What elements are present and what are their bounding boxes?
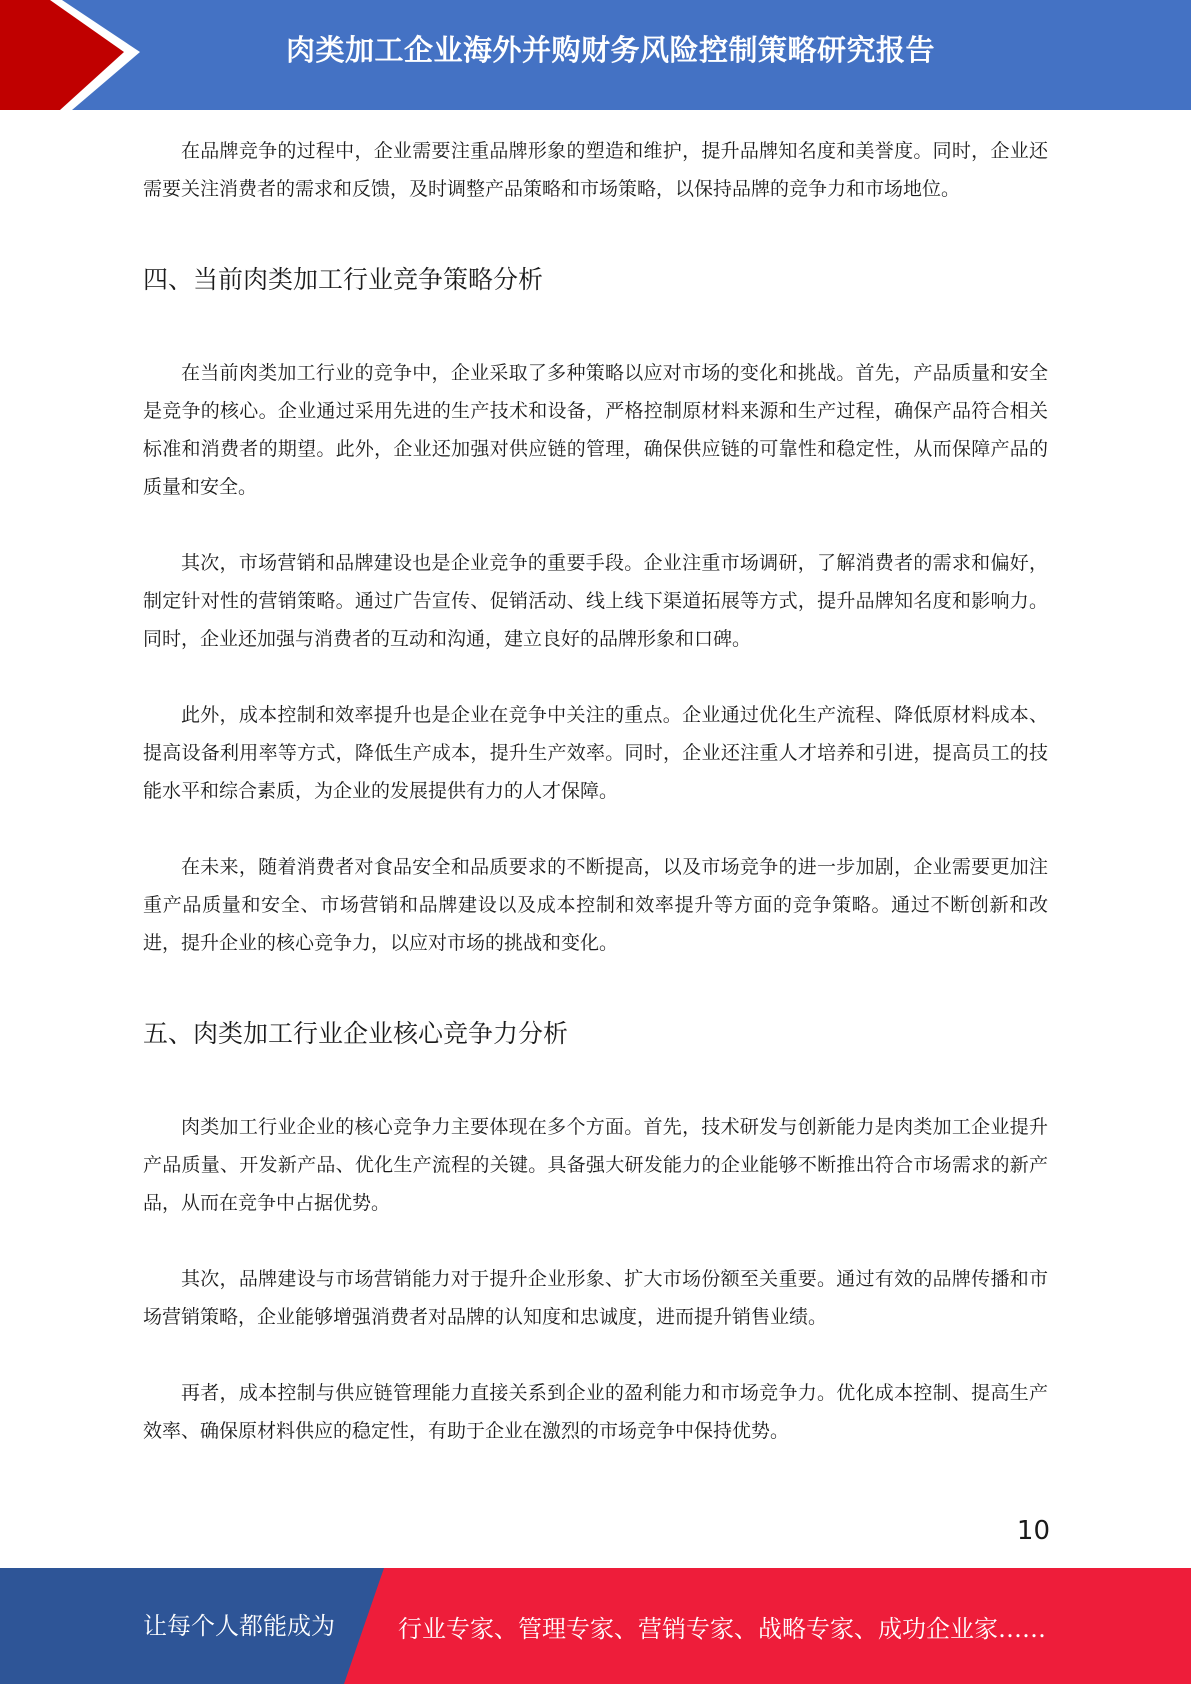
page-footer bbox=[0, 1568, 1191, 1684]
section-5-paragraph-3: 再者，成本控制与供应链管理能力直接关系到企业的盈利能力和市场竞争力。优化成本控制、提高生产效率、确保原材料供应的稳定性，有助于企业在激烈的市场竞争中保持优势。 bbox=[143, 1382, 1048, 1442]
footer-slogan-right: 行业专家、管理专家、营销专家、战略专家、成功企业家…… bbox=[398, 1615, 1046, 1643]
page-content bbox=[143, 132, 1048, 1450]
intro-paragraph: 在品牌竞争的过程中，企业需要注重品牌形象的塑造和维护，提升品牌知名度和美誉度。同时，企业还需要关注消费者的需求和反馈，及时调整产品策略和市场策略，以保持品牌的竞争力和市场地位。 bbox=[143, 140, 1048, 200]
section-4-paragraph-4: 在未来，随着消费者对食品安全和品质要求的不断提高，以及市场竞争的进一步加剧，企业需要更加注重产品质量和安全、市场营销和品牌建设以及成本控制和效率提升等方面的竞争策略。通过不断创新和改进，提升企业的核心竞争力，以应对市场的挑战和变化。 bbox=[143, 856, 1048, 954]
section-4-paragraph-3: 此外，成本控制和效率提升也是企业在竞争中关注的重点。企业通过优化生产流程、降低原材料成本、提高设备利用率等方式，降低生产成本，提升生产效率。同时，企业还注重人才培养和引进，提高员工的技能水平和综合素质，为企业的发展提供有力的人才保障。 bbox=[143, 704, 1048, 802]
report-title: 肉类加工企业海外并购财务风险控制策略研究报告 bbox=[285, 33, 935, 67]
section-4-heading: 四、当前肉类加工行业竞争策略分析 bbox=[143, 265, 544, 294]
section-5-paragraph-2: 其次，品牌建设与市场营销能力对于提升企业形象、扩大市场份额至关重要。通过有效的品牌传播和市场营销策略，企业能够增强消费者对品牌的认知度和忠诚度，进而提升销售业绩。 bbox=[143, 1268, 1048, 1328]
page-number: 10 bbox=[1016, 1516, 1050, 1546]
chevron-banner-icon bbox=[0, 0, 160, 110]
footer-slogan-left: 让每个人都能成为 bbox=[143, 1612, 335, 1640]
page-header bbox=[0, 0, 1191, 110]
section-5-paragraph-1: 肉类加工行业企业的核心竞争力主要体现在多个方面。首先，技术研发与创新能力是肉类加工企业提升产品质量、开发新产品、优化生产流程的关键。具备强大研发能力的企业能够不断推出符合市场需求的新产品，从而在竞争中占据优势。 bbox=[143, 1116, 1048, 1214]
section-4-paragraph-2: 其次，市场营销和品牌建设也是企业竞争的重要手段。企业注重市场调研，了解消费者的需求和偏好，制定针对性的营销策略。通过广告宣传、促销活动、线上线下渠道拓展等方式，提升品牌知名度和影响力。同时，企业还加强与消费者的互动和沟通，建立良好的品牌形象和口碑。 bbox=[143, 552, 1048, 650]
section-5-heading: 五、肉类加工行业企业核心竞争力分析 bbox=[143, 1019, 569, 1048]
section-4-paragraph-1: 在当前肉类加工行业的竞争中，企业采取了多种策略以应对市场的变化和挑战。首先，产品质量和安全是竞争的核心。企业通过采用先进的生产技术和设备，严格控制原材料来源和生产过程，确保产品符合相关标准和消费者的期望。此外，企业还加强对供应链的管理，确保供应链的可靠性和稳定性，从而保障产品的质量和安全。 bbox=[143, 362, 1048, 498]
